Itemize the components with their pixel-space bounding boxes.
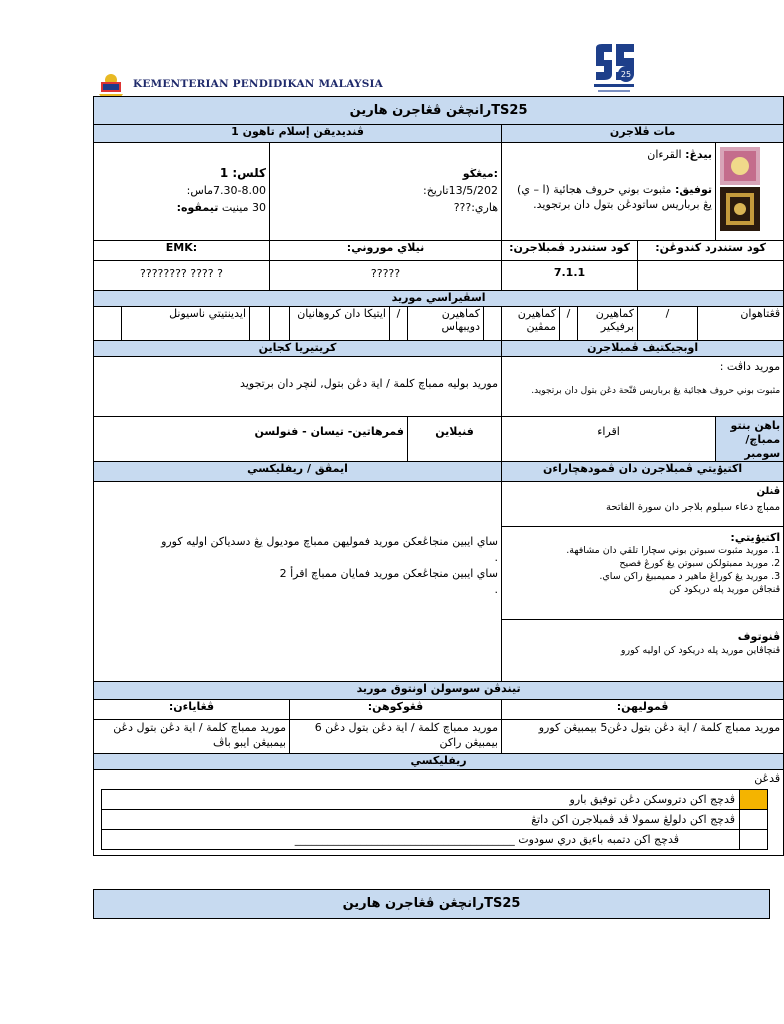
refleksi-option-3: ڤدچج اكن دتمبه باءيق دري سودوت ________________________________________	[102, 830, 740, 850]
aktiviti-line2: 2. موريد ممبتولكن سبوتن يڠ كورڠ فصيح	[619, 558, 781, 569]
refleksi-checklist	[101, 789, 768, 850]
aspirasi-sep-2: /	[560, 307, 578, 341]
aktiviti-line3: 3. موريد يڠ كوراڠ ماهير د مميمبيڠ راكن ساي.	[599, 571, 781, 582]
pengayaan-label: :ڤڠاياءن	[94, 700, 290, 720]
impak-line2: ساي ايبين منجاڠعكن موريد فمايان ممباچ اقرأ 2	[279, 567, 498, 580]
aspirasi-sep-3: /	[638, 307, 698, 341]
ministry-crest-logo	[97, 70, 125, 98]
aspirasi-identiti: ايدينتيتي ناسيونل	[122, 307, 250, 341]
ts25-logo	[592, 44, 638, 96]
aspirasi-title: اسڤيراسي موريد	[94, 291, 784, 307]
aktiviti-line4: ڤنجاڤن موريد ڽله دريكود كن	[669, 584, 781, 595]
svg-text:25: 25	[620, 70, 632, 79]
aspirasi-memimpin: كماهيرن ممڤين	[502, 307, 560, 341]
topik-label: توفيق:	[674, 183, 712, 196]
refleksi-checkbox-2[interactable]	[740, 810, 768, 830]
next-plan-title: رانچڠن ڤڠاجرن هارينTS25	[93, 889, 770, 919]
impak-line1-dot: .	[494, 551, 498, 564]
tindakan-title: تيندڤن سوسولن اونتوق موريد	[94, 682, 784, 700]
refleksi-checkbox-1[interactable]	[740, 790, 768, 810]
topik-line2: يڠ برباريس ساتودڠن بتول دان برتجويد.	[533, 198, 712, 211]
refleksi-row	[102, 830, 768, 850]
penutup-text: ڤنچاڤاين موريد ڽله دريكود كن اوليه كورو	[620, 645, 781, 656]
quran-cover-image	[718, 147, 762, 231]
pemahaman-text: فمرهاتين- تيسان - فنولسن	[94, 417, 408, 462]
refleksi-option-2: ڤدچج اكن دلولڠ سمولا ڤد ڤمبلاجرن اكن داتڠ	[102, 810, 740, 830]
induksi-text: ممباچ دعاء سبلوم بلاجر دان سورة الفاتحة	[606, 502, 781, 513]
refleksi-intro: ڤدڠن	[94, 770, 784, 856]
kriteria-title: كريتيريا كجاين	[94, 341, 502, 357]
pengayaan-text: موريد ممباچ كلمة / اية دڠن بتول دڠن بيمبيڠن ايبو باڤ	[94, 720, 290, 754]
ministry-title: KEMENTERIAN PENDIDIKAN MALAYSIA	[133, 78, 383, 90]
aktiviti-title: اكتيۏيتي ڤمبلاجرن دان ڤمودهچاراءن	[502, 462, 784, 482]
impak-title: ايمڤق / ريفليكسي	[94, 462, 502, 482]
hari: هاري:???	[453, 201, 498, 214]
induksi-title: ڤنلن	[756, 486, 781, 497]
kod-sp-label: :كود ستندرد ڤمبلاجرن	[502, 241, 638, 261]
kod-sp-value: 7.1.1	[502, 261, 638, 291]
pemulihan-text: موريد ممباچ كلمة / اية دڠن بتول دڠن5 بيمبيڠن كورو	[502, 720, 784, 754]
kod-sk-value	[638, 261, 784, 291]
aspirasi-dwibahasa: كماهيرن دويبهاس	[408, 307, 484, 341]
penutup-title: ڤنوتوف	[737, 630, 781, 643]
aktiviti-line1: 1. موريد مثبوت سبوتن بوني سچارا تلقي دان مشافهة.	[566, 545, 781, 556]
pengukuhan-text: موريد ممباچ كلمة / اية دڠن بتول دڠن 6 بيمبيڠن راكن	[290, 720, 502, 754]
bahan-label: باهن بنتو ممباچ/ سومبر	[716, 417, 784, 462]
bahan-value: اقراء	[502, 417, 716, 462]
tempoh-label: تيمڤوه:	[176, 201, 219, 214]
nilai-value: ?????	[270, 261, 502, 291]
aspirasi-sep-1: /	[390, 307, 408, 341]
pengukuhan-label: :ڤڠوكوهن	[290, 700, 502, 720]
tarikh: 13/5/202تاريخ:	[423, 184, 498, 197]
subject-label: مات ڤلاجرن	[502, 125, 784, 143]
objektif-line1: موريد داڤت :	[719, 360, 781, 373]
aspirasi-pengetahuan: ڤڠتاهوان	[698, 307, 784, 341]
aspirasi-etika: ايتيكا دان كروهانيان	[290, 307, 390, 341]
plan-title: رانچڠن ڤڠاجرن هارينTS25	[94, 97, 784, 125]
refleksi-option-1: ڤدچج اكن دتروسكن دڠن توفيق بارو	[102, 790, 740, 810]
bidang-label: بيدڠ:	[685, 148, 712, 161]
topik-value: مثبوت بوني حروف هجائية	[553, 183, 672, 196]
nilai-label: :نيلاي موروني	[270, 241, 502, 261]
kelas: كلس: 1	[219, 166, 266, 180]
aktiviti-sub-title: اكتيۏيتي:	[730, 531, 781, 544]
refleksi-checkbox-3[interactable]	[740, 830, 768, 850]
refleksi-row	[102, 790, 768, 810]
impak-line1: ساي ايبين منجاڠعكن موريد فموليهن ممباچ موديول يڠ دسدياكن اوليه كورو	[161, 535, 498, 548]
objektif-line2: مثبوت بوني حروف هجائية يڠ برباريس ڤتّحة دڠن بتول دان برتجويد.	[531, 386, 781, 396]
refleksi-row	[102, 810, 768, 830]
fenelian-label: فنيلاين	[408, 417, 502, 462]
emk-label: EMK:	[94, 241, 270, 261]
emk-value: ???????? ???? ?	[94, 261, 270, 291]
lesson-plan-table	[93, 96, 784, 856]
tempoh-value: 30 مينيت	[221, 201, 266, 214]
aspirasi-berfikir: كماهيرن برفيكير	[578, 307, 638, 341]
objektif-title: اوبجيكتيف ڤمبلاجرن	[502, 341, 784, 357]
bidang-value: القرءان	[647, 148, 682, 161]
subject-year: ڤنديديقن إسلام تاهون 1	[94, 125, 502, 143]
pemulihan-label: :ڤموليهن	[502, 700, 784, 720]
kriteria-text: موريد بوليه ممباچ كلمة / اية دڠن بتول, لنچر دان برتجويد	[94, 357, 502, 417]
refleksi-title: ريفليكسي	[94, 754, 784, 770]
minggu: :ميڠڬو	[462, 167, 498, 180]
topik-range: (ا – ي)	[517, 183, 550, 196]
impak-line2-dot: .	[494, 583, 498, 596]
masa: 7.30-8.00ماس:	[186, 184, 266, 197]
kod-sk-label: :كود ستندرد كندوڠن	[638, 241, 784, 261]
